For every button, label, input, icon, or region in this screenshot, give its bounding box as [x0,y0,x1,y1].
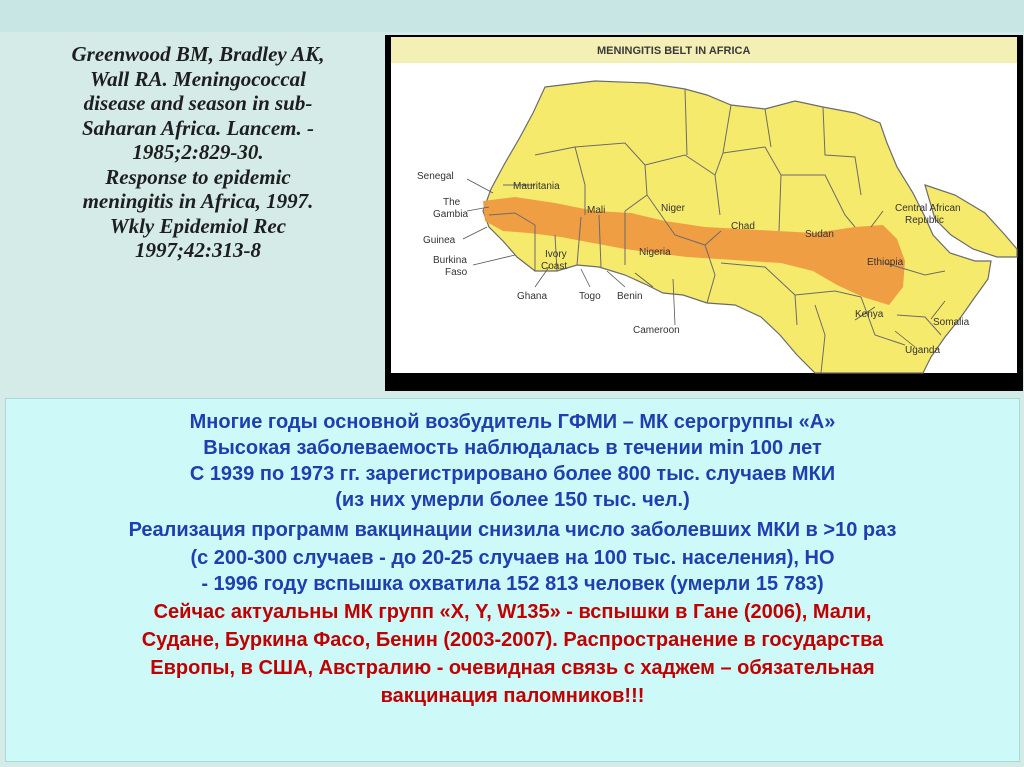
label-ethiopia: Ethiopia [867,257,904,268]
label-togo: Togo [579,291,601,302]
label-sudan: Sudan [805,229,834,240]
label-burkina: Burkina [433,255,467,266]
label-benin: Benin [617,291,643,302]
panel-line: Многие годы основной возбудитель ГФМИ – МК серогруппы «А» [189,411,836,433]
panel-line: Реализация программ вакцинации снизила число заболевших МКИ в >10 раз [128,519,897,541]
label-car-line1: Central African [895,203,961,214]
label-gambia: Gambia [433,209,469,220]
citation-line: Response to epidemic [105,164,291,189]
label-ghana: Ghana [517,291,548,302]
citation-line: Saharan Africa. Lancem. - [82,115,314,140]
label-mauritania: Mauritania [513,181,560,192]
panel-line: - 1996 году вспышка охватила 152 813 человек (умерли 15 783) [201,573,824,595]
label-chad: Chad [731,221,755,232]
citation-line: Greenwood BM, Bradley AK, [71,42,325,66]
panel-line: (с 200-300 случаев - до 20-25 случаев на 100 тыс. населения), НО [190,547,835,569]
citation-line: Wall RA. Meningococcal [89,66,307,91]
label-ivory: Ivory [545,249,567,260]
citation-line: Wkly Epidemiol Rec [109,213,287,238]
label-senegal: Senegal [417,171,454,182]
label-the: The [443,197,461,208]
panel-line: (из них умерли более 150 тыс. чел.) [335,489,690,511]
info-text-panel [5,398,1020,762]
citation-line: disease and season in sub- [83,91,313,115]
africa-map [385,35,1023,391]
label-kenya: Kenya [855,309,884,320]
label-mali: Mali [587,205,606,216]
label-guinea: Guinea [423,235,456,246]
label-somalia: Somalia [933,317,970,328]
label-nigeria: Nigeria [639,247,671,258]
label-cameroon: Cameroon [633,325,680,336]
panel-line: Сейчас актуальны МК групп «Х, Y, W135» - вспышки в Гане (2006), Мали, [153,601,872,623]
panel-line: Судане, Буркина Фасо, Бенин (2003-2007). Распространение в государства [141,629,884,651]
map-frame [385,35,1023,391]
citation-block [28,42,368,263]
label-uganda: Uganda [905,345,941,356]
panel-line: вакцинация паломников!!! [380,685,645,707]
panel-line: С 1939 по 1973 гг. зарегистрировано более 800 тыс. случаев МКИ [189,463,836,485]
citation-line: 1997;42:313-8 [135,238,261,262]
slide-top-band [0,0,1024,32]
map-title: MENINGITIS BELT IN AFRICA [597,45,751,57]
label-faso: Faso [445,267,468,278]
label-car-line2: Republic [905,215,944,226]
panel-line: Высокая заболеваемость наблюдалась в течении min 100 лет [203,437,822,459]
label-niger: Niger [661,203,685,214]
label-coast: Coast [541,261,568,272]
panel-line: Европы, в США, Австралию - очевидная связь с хаджем – обязательная [150,657,875,679]
citation-line: 1985;2:829-30. [132,140,264,164]
citation-line: meningitis in Africa, 1997. [82,189,314,213]
